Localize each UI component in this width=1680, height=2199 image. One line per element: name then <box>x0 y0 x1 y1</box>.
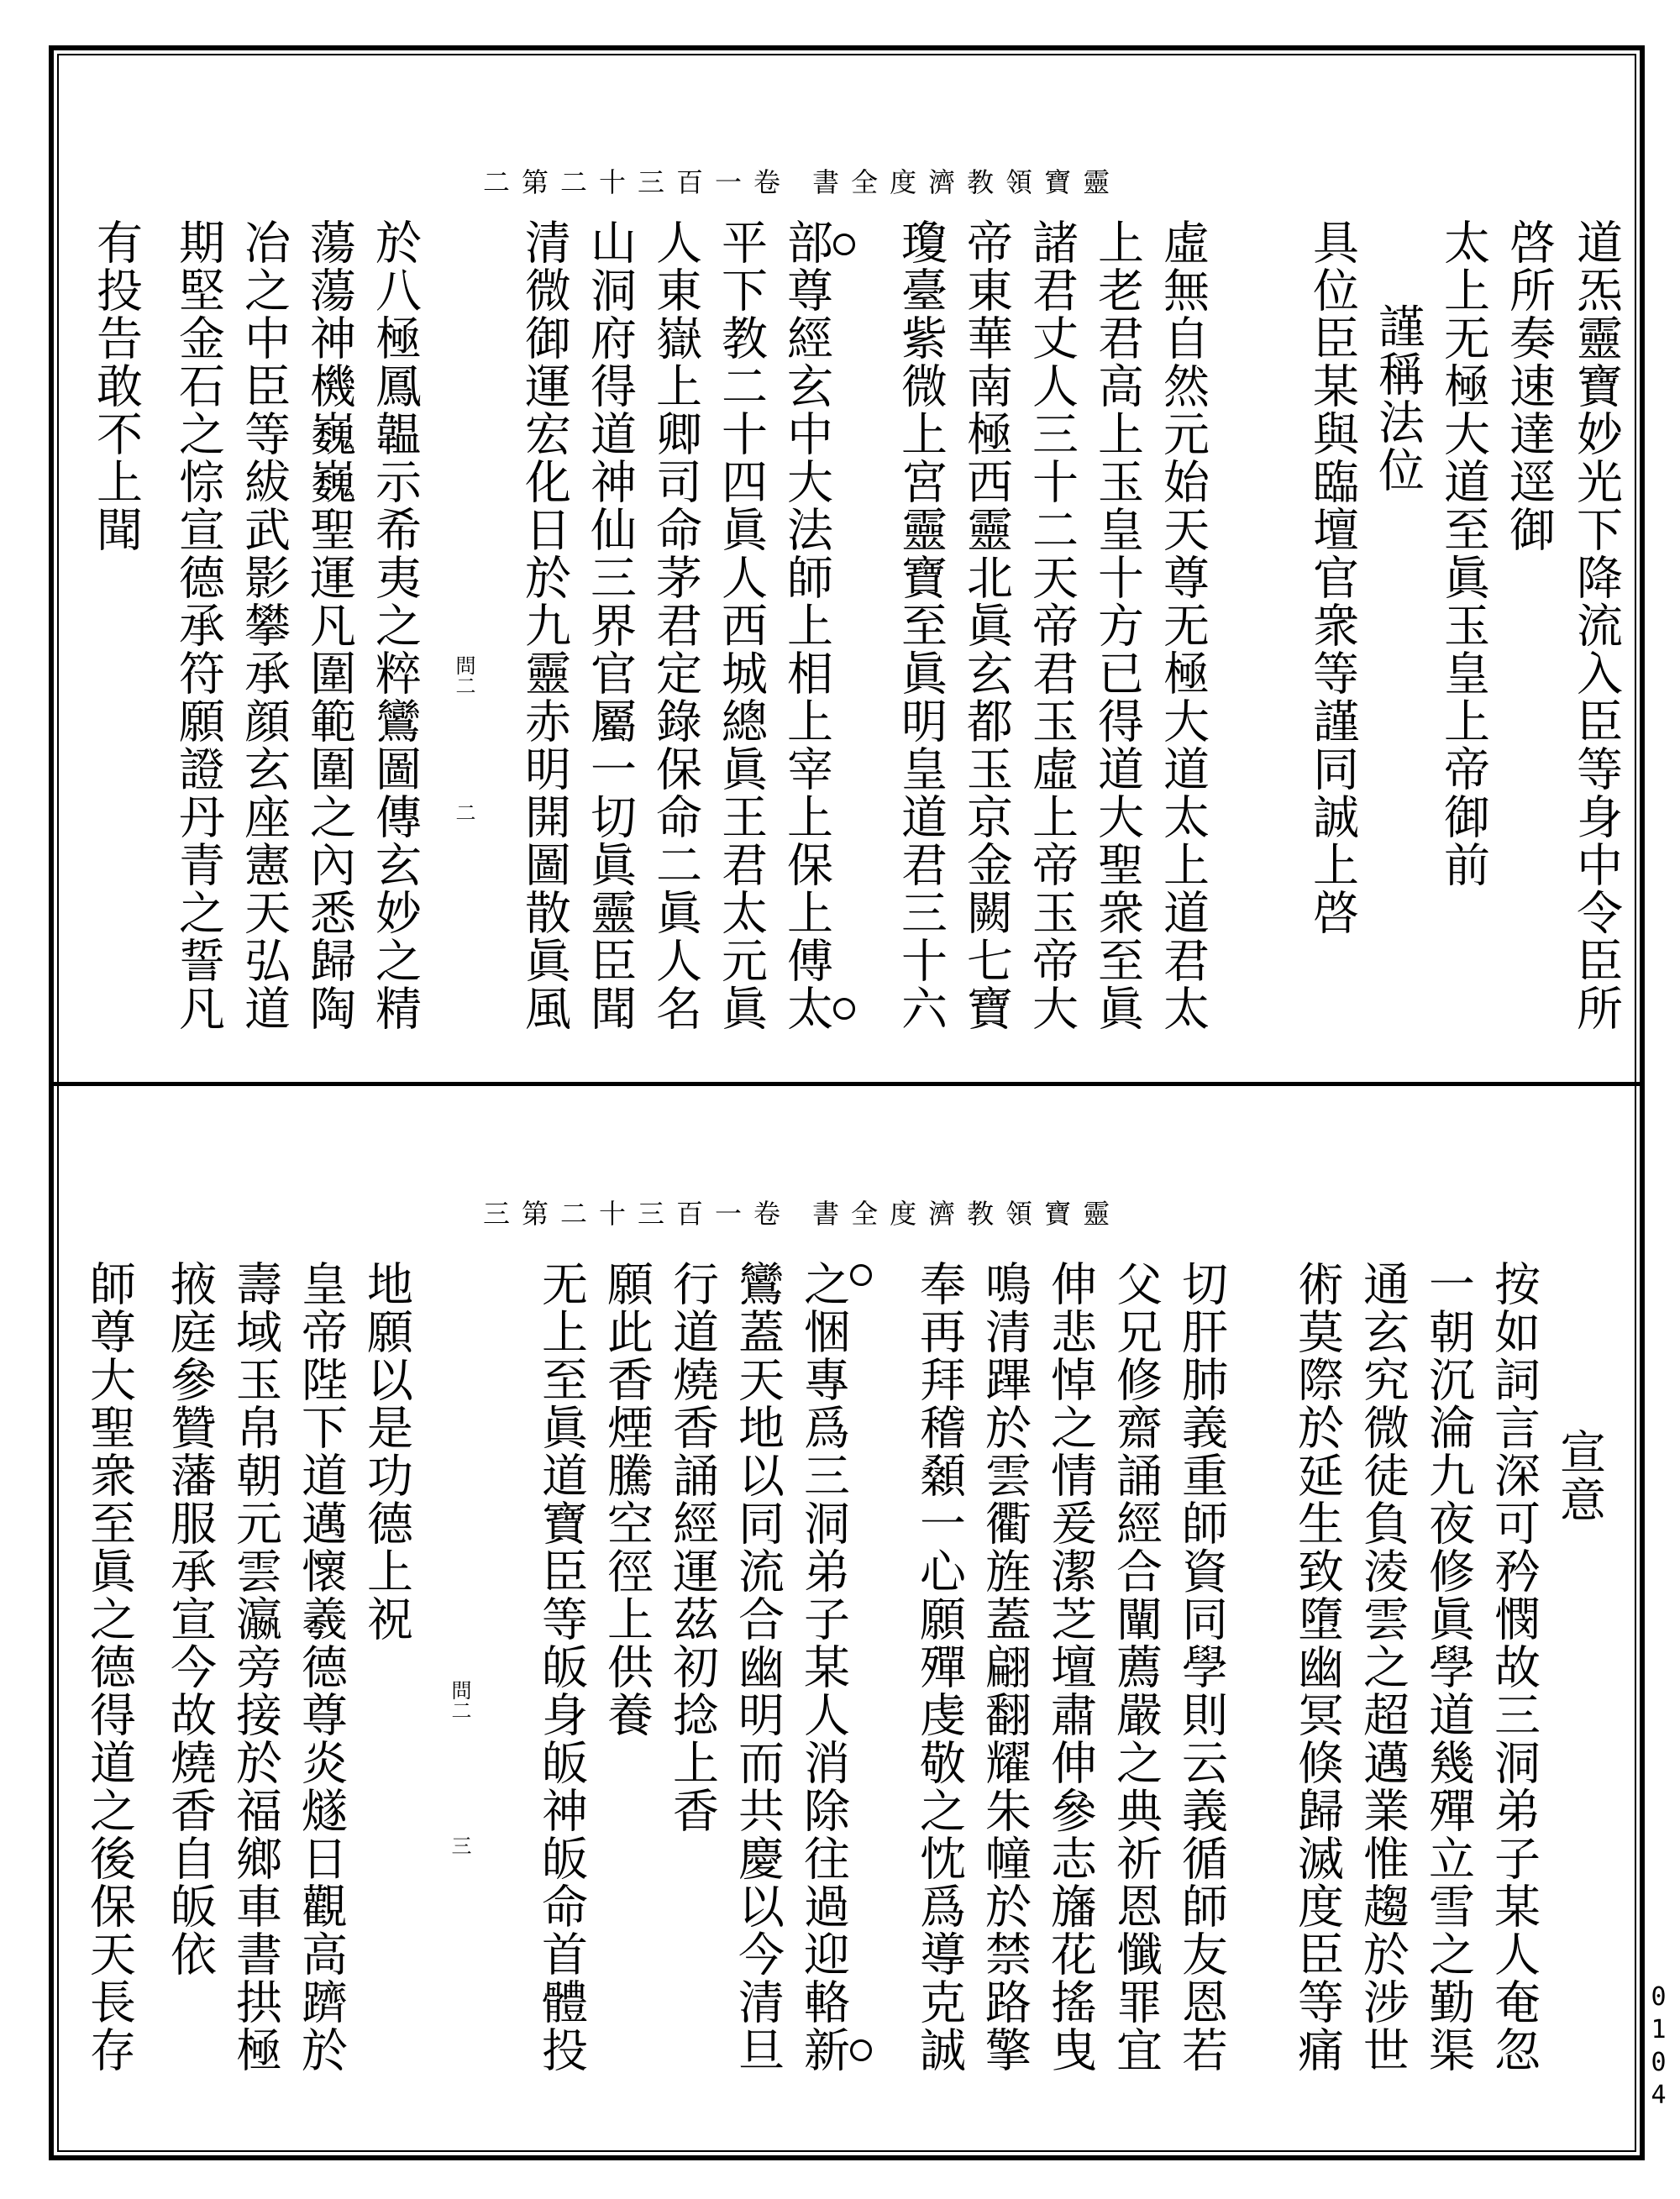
top-margin-note-2: 二 <box>452 802 475 822</box>
top-column-17: 蕩蕩神機巍巍聖運凡圍範圍之內悉歸陶 <box>302 218 356 1032</box>
circle-mark <box>850 1264 872 1286</box>
page-edge-number: 0104 <box>1644 1982 1673 2113</box>
bottom-margin-note-2: 三 <box>448 1835 471 1855</box>
top-column-15: 清微御運宏化日於九靈赤明開圖散眞風 <box>517 218 571 1032</box>
bottom-column-20: 師尊大聖衆至眞之德得道之後保天長存 <box>82 1260 136 2074</box>
top-column-14: 山洞府得道神仙三界官屬一切眞靈臣聞 <box>583 218 637 1032</box>
circle-mark <box>833 998 855 1020</box>
bottom-column-1: 宣意 <box>1552 1428 1606 1524</box>
bottom-column-18: 壽域玉帛朝元雲瀛旁接於福鄉車書拱極 <box>228 1260 282 2074</box>
top-column-1: 道炁靈寶妙光下降流入臣等身中令臣所 <box>1569 218 1623 1032</box>
bottom-column-12: 鸞蓋天地以同流合幽明而共慶以今清旦 <box>731 1260 785 2074</box>
top-column-6: 虛無自然元始天尊无極大道太上道君太 <box>1156 218 1210 1032</box>
circle-mark <box>850 2039 872 2061</box>
page-divider <box>49 1082 1645 1086</box>
bottom-column-2: 按如詞言深可矜憫故三洞弟子某人奄忽 <box>1487 1260 1541 2074</box>
bottom-column-11: 之悃專爲三洞弟子某人消除往過迎輅新 <box>796 1260 850 2074</box>
bottom-column-16: 地願以是功德上祝 <box>360 1260 413 1643</box>
bottom-column-3: 一朝沉淪九夜修眞學道幾殫立雪之勤渠 <box>1421 1260 1475 2074</box>
bottom-column-13: 行道燒香誦經運茲初捻上香 <box>665 1260 719 1834</box>
top-page-header: 二第二十三百一卷 書全度濟教領寶靈 <box>483 166 1122 198</box>
bottom-column-19: 掖庭參贊藩服承宣今故燒香自皈依 <box>163 1260 217 1978</box>
bottom-column-8: 伸悲悼之情爰潔芝壇肅伸參志旛花搖曳 <box>1043 1260 1097 2074</box>
top-column-13: 人東嶽上卿司命茅君定錄保命二眞人名 <box>648 218 702 1032</box>
bottom-column-14: 願此香煙騰空徑上供養 <box>600 1260 654 1739</box>
bottom-column-15: 无上至眞道寶臣等皈身皈神皈命首體投 <box>534 1260 588 2074</box>
top-column-3: 太上无極大道至眞玉皇上帝御前 <box>1436 218 1490 889</box>
top-column-18: 冶之中臣等紱武影攀承顔玄座憲天弘道 <box>237 218 291 1032</box>
bottom-column-7: 父兄修齋誦經合闡薦嚴之典祈恩懺罪宜 <box>1109 1260 1163 2074</box>
top-column-10: 瓊臺紫微上宮靈寶至眞明皇道君三十六 <box>894 218 948 1032</box>
top-column-20: 有投告敢不上聞 <box>89 218 143 554</box>
top-column-9: 帝東華南極西靈北眞玄都玉京金闕七寶 <box>959 218 1013 1032</box>
bottom-column-17: 皇帝陛下道邁懷羲德尊炎燧日觀高躋於 <box>294 1260 348 2074</box>
top-column-7: 上老君高上玉皇十方已得道大聖衆至眞 <box>1090 218 1144 1032</box>
top-column-5: 具位臣某與臨壇官衆等謹同誠上啓 <box>1305 218 1359 937</box>
top-column-4: 謹稱法位 <box>1371 302 1425 494</box>
top-column-11: 部尊經玄中大法師上相上宰上保上傅太 <box>780 218 833 1032</box>
bottom-column-4: 通玄究微徒負淩雲之超邁業惟趨於涉世 <box>1356 1260 1410 2074</box>
bottom-column-10: 奉再拜稽顙一心願殫虔敬之忱爲導克誠 <box>912 1260 966 2074</box>
top-column-8: 諸君丈人三十二天帝君玉虛上帝玉帝大 <box>1025 218 1079 1032</box>
bottom-column-9: 鳴清蹕於雲衢旌蓋翩翻耀朱幢於禁路擎 <box>978 1260 1032 2074</box>
bottom-page-header: 三第二十三百一卷 書全度濟教領寶靈 <box>483 1198 1122 1230</box>
bottom-margin-note-1: 問二 <box>448 1680 471 1720</box>
top-column-12: 平下教二十四眞人西城總眞王君太元眞 <box>714 218 768 1032</box>
top-column-19: 期堅金石之悰宣德承符願證丹青之誓凡 <box>171 218 225 1032</box>
bottom-column-5: 術莫際於延生致墮幽冥倏歸滅度臣等痛 <box>1290 1260 1344 2074</box>
top-margin-note-1: 問二 <box>452 655 475 695</box>
top-column-2: 啓所奏速達逕御 <box>1502 218 1556 554</box>
top-column-16: 於八極鳳韞示希夷之粹鸞圖傳玄妙之精 <box>368 218 422 1032</box>
circle-mark <box>833 234 855 255</box>
bottom-column-6: 切肝肺義重師資同學則云義循師友恩若 <box>1174 1260 1228 2074</box>
